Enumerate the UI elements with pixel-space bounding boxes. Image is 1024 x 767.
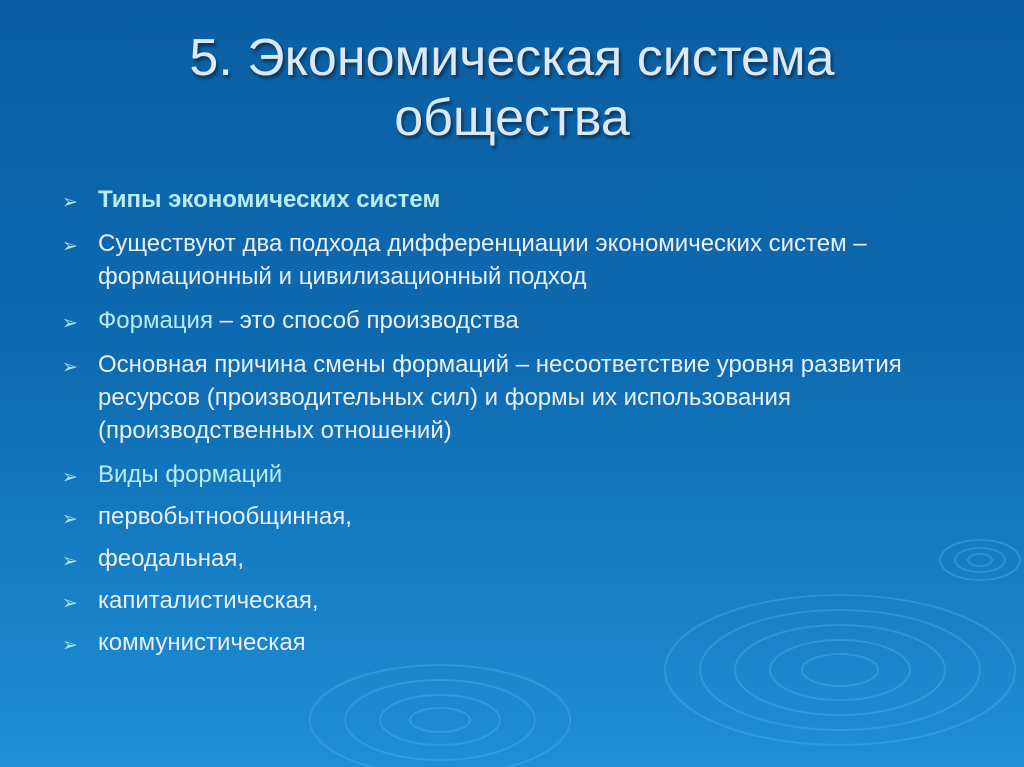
- bullet-item-types: [62, 183, 962, 216]
- bullet-text: феодальная,: [98, 545, 245, 572]
- bullet-item-formation-kinds: [62, 458, 962, 491]
- bullet-text: капиталистическая,: [98, 587, 319, 614]
- arrowhead-bullet-icon: ➢: [62, 357, 78, 378]
- arrowhead-bullet-icon: ➢: [62, 192, 78, 213]
- bullet-text: Основная причина смены формаций – несоответствие уровня развития ресурсов (производительных сил) и формы их использования (производственных отношений): [98, 351, 902, 444]
- bullet-text: Виды формаций: [98, 461, 283, 488]
- bullet-text: первобытнообщинная,: [98, 503, 352, 530]
- highlighted-term: Формация: [98, 307, 213, 334]
- arrowhead-bullet-icon: ➢: [62, 635, 78, 656]
- slide-title-line-2: общества: [394, 89, 630, 147]
- bullet-item-formation-definition: [62, 304, 962, 337]
- arrowhead-bullet-icon: ➢: [62, 313, 78, 334]
- bullet-text: Существуют два подхода дифференциации экономических систем – формационный и цивилизационный подход: [98, 230, 867, 290]
- bullet-item-capitalist: [62, 584, 962, 617]
- bullet-text: коммунистическая: [98, 629, 306, 656]
- slide-title: [60, 28, 964, 148]
- bullet-text: Типы экономических систем: [98, 186, 441, 213]
- bullet-item-communist: [62, 626, 962, 659]
- bullet-item-feudal: [62, 542, 962, 575]
- bullet-text: – это способ производства: [212, 307, 519, 334]
- arrowhead-bullet-icon: ➢: [62, 509, 78, 530]
- bullet-item-main-reason: [62, 348, 962, 447]
- arrowhead-bullet-icon: ➢: [62, 551, 78, 572]
- bullet-list: [62, 183, 962, 668]
- arrowhead-bullet-icon: ➢: [62, 467, 78, 488]
- bullet-item-primitive: [62, 500, 962, 533]
- arrowhead-bullet-icon: ➢: [62, 593, 78, 614]
- slide-title-line-1: 5. Экономическая система: [189, 29, 835, 87]
- bullet-item-approaches: [62, 227, 962, 293]
- arrowhead-bullet-icon: ➢: [62, 236, 78, 257]
